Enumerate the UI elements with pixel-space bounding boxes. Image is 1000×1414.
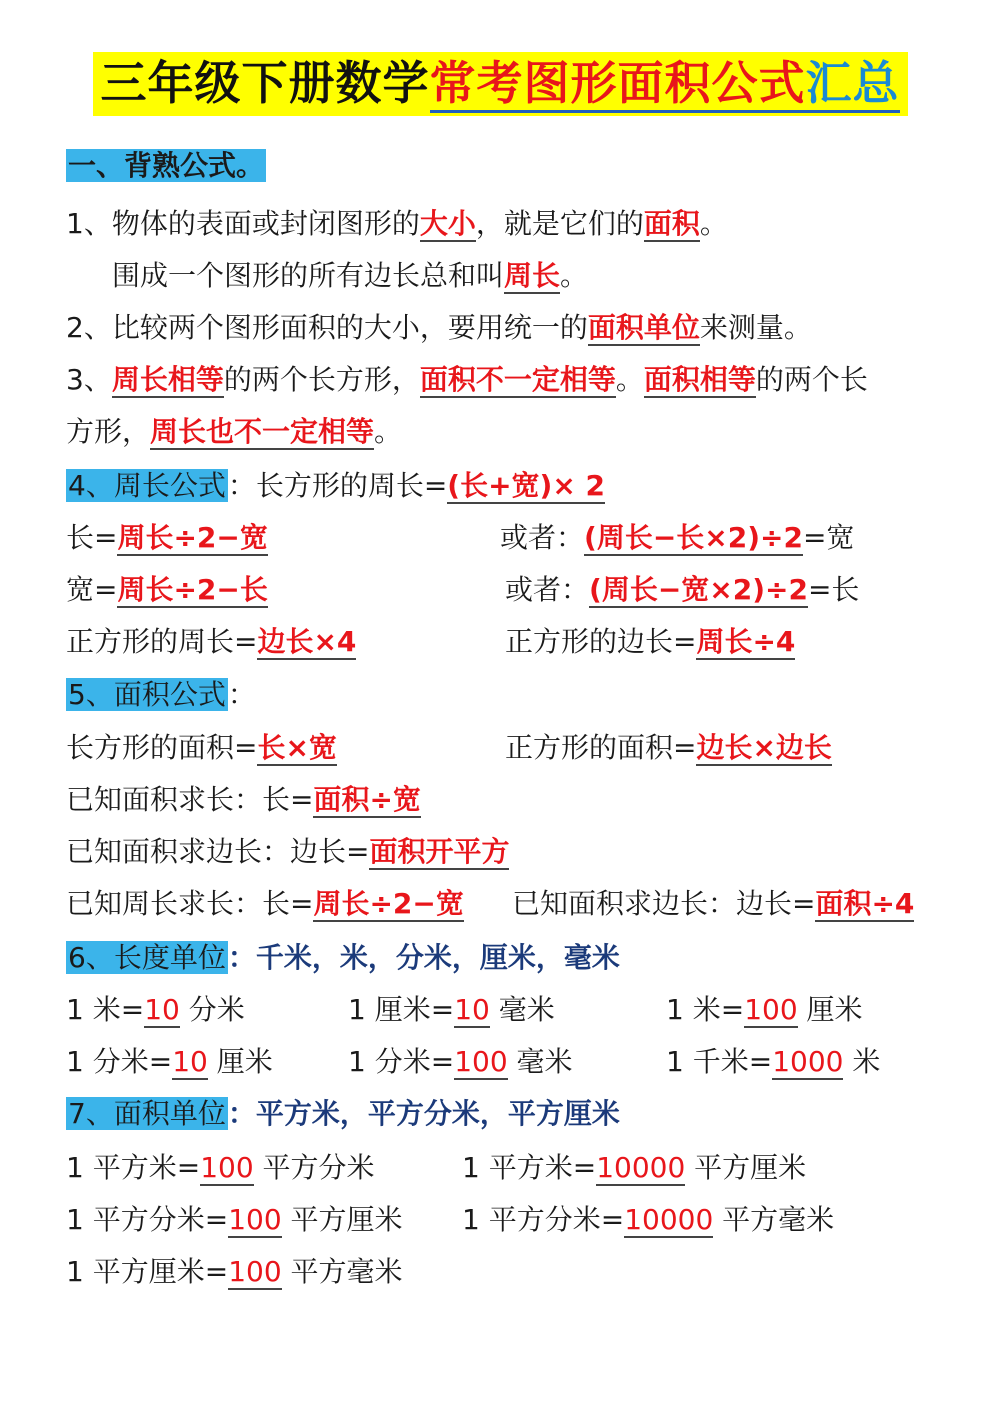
conv-value: 100 bbox=[200, 1151, 254, 1184]
conv-value: 1000 bbox=[772, 1045, 844, 1078]
text: 1 分米= bbox=[66, 1045, 173, 1078]
length-from-perimeter: 周长÷2−宽 bbox=[117, 521, 268, 554]
conv-sqcm-sqmm bbox=[66, 1252, 403, 1292]
text: 1、物体的表面或封闭图形的 bbox=[66, 207, 420, 240]
conv-sqm-sqcm bbox=[462, 1148, 806, 1188]
perimeter-formula-line bbox=[66, 466, 605, 506]
text: 正方形的边长= bbox=[505, 625, 697, 658]
text: =长 bbox=[807, 573, 860, 606]
area-units-line bbox=[66, 1094, 620, 1134]
text: 围成一个图形的所有边长总和叫 bbox=[112, 259, 505, 292]
text: 1 米= bbox=[666, 993, 745, 1026]
text: ： bbox=[227, 941, 256, 974]
length-from-area-formula: 面积÷宽 bbox=[313, 783, 421, 816]
length-formula-alt bbox=[500, 518, 854, 558]
width-formula-alt bbox=[505, 570, 859, 610]
length-from-perimeter-row bbox=[66, 884, 464, 924]
text: 平方厘米 bbox=[685, 1151, 807, 1184]
side-from-area-row bbox=[512, 884, 914, 924]
text: 分米 bbox=[179, 993, 245, 1026]
text: 平方分米 bbox=[253, 1151, 375, 1184]
square-perimeter-formula: 边长×4 bbox=[257, 625, 357, 658]
conv-sqdm-sqcm bbox=[66, 1200, 403, 1240]
text: 。 bbox=[374, 415, 403, 448]
answer-equal-area: 面积相等 bbox=[643, 363, 756, 396]
text: ： bbox=[227, 1097, 256, 1130]
item-3-line bbox=[66, 360, 868, 400]
length-units-heading: 6、长度单位 bbox=[68, 941, 226, 974]
length-units-list: 千米，米，分米，厘米，毫米 bbox=[255, 941, 620, 974]
rect-area-formula: 长×宽 bbox=[257, 731, 337, 764]
text: 3、 bbox=[66, 363, 112, 396]
answer-area-unit: 面积单位 bbox=[587, 311, 700, 344]
item-3-line-2 bbox=[66, 412, 402, 452]
conv-m-dm bbox=[66, 990, 245, 1030]
conv-sqm-sqdm bbox=[66, 1148, 375, 1188]
width-alt-formula: (周长−长×2)÷2 bbox=[584, 521, 803, 554]
text: 或者： bbox=[500, 521, 585, 554]
text: 毫米 bbox=[507, 1045, 573, 1078]
side-from-area-formula: 面积开平方 bbox=[369, 835, 510, 868]
text: 1 平方米= bbox=[462, 1151, 597, 1184]
text: 的两个长 bbox=[755, 363, 868, 396]
item-1-line-2 bbox=[112, 256, 588, 296]
text: 1 平方米= bbox=[66, 1151, 201, 1184]
perimeter-heading: 4、周长公式 bbox=[68, 469, 226, 502]
rect-area bbox=[66, 728, 337, 768]
text: 。 bbox=[560, 259, 589, 292]
text: 已知周长求长：长= bbox=[66, 887, 314, 920]
area-heading: 5、面积公式 bbox=[68, 678, 226, 711]
text: ，就是它们的 bbox=[475, 207, 644, 240]
conv-km-m bbox=[666, 1042, 880, 1082]
conv-dm-cm bbox=[66, 1042, 273, 1082]
text: 1 平方分米= bbox=[66, 1203, 229, 1236]
length-units-line bbox=[66, 938, 620, 978]
square-side bbox=[505, 622, 795, 662]
text: 长= bbox=[66, 521, 118, 554]
square-perimeter bbox=[66, 622, 356, 662]
text: 正方形的面积= bbox=[505, 731, 697, 764]
conv-dm-mm bbox=[348, 1042, 573, 1082]
text: 正方形的周长= bbox=[66, 625, 258, 658]
conv-value: 100 bbox=[228, 1255, 282, 1288]
conv-value: 10000 bbox=[624, 1203, 714, 1236]
answer-area: 面积 bbox=[643, 207, 700, 240]
text: 。 bbox=[615, 363, 644, 396]
conv-m-cm bbox=[666, 990, 863, 1030]
section-1-heading: 一、背熟公式。 bbox=[68, 149, 265, 182]
text: 已知面积求边长：边长= bbox=[66, 835, 370, 868]
conv-value: 100 bbox=[744, 993, 798, 1026]
page-title bbox=[93, 52, 908, 116]
text: 或者： bbox=[505, 573, 590, 606]
text: 已知面积求长：长= bbox=[66, 783, 314, 816]
section-heading-memorize bbox=[66, 146, 266, 186]
length-from-area bbox=[66, 780, 421, 820]
square-area-formula: 边长×边长 bbox=[696, 731, 832, 764]
area-units-heading: 7、面积单位 bbox=[68, 1097, 226, 1130]
area-formula-heading-line bbox=[66, 675, 256, 715]
text: 米 bbox=[843, 1045, 881, 1078]
conv-value: 10000 bbox=[596, 1151, 686, 1184]
conv-value: 100 bbox=[454, 1045, 508, 1078]
rect-perimeter-formula: (长+宽)× 2 bbox=[447, 469, 606, 502]
item-1-line bbox=[66, 204, 728, 244]
width-from-perimeter: 周长÷2−长 bbox=[117, 573, 268, 606]
length-formula bbox=[66, 518, 268, 558]
text: 宽= bbox=[66, 573, 118, 606]
text: 平方毫米 bbox=[281, 1255, 403, 1288]
conv-value: 10 bbox=[144, 993, 180, 1026]
text: 厘米 bbox=[797, 993, 863, 1026]
conv-sqdm-sqmm bbox=[462, 1200, 834, 1240]
text: 毫米 bbox=[489, 993, 555, 1026]
text: ：长方形的周长= bbox=[227, 469, 448, 502]
answer-area-not-equal: 面积不一定相等 bbox=[419, 363, 616, 396]
title-container bbox=[0, 52, 1000, 116]
text: 1 厘米= bbox=[348, 993, 455, 1026]
text: 1 平方厘米= bbox=[66, 1255, 229, 1288]
conv-value: 10 bbox=[172, 1045, 208, 1078]
text: =宽 bbox=[802, 521, 855, 554]
text: 1 米= bbox=[66, 993, 145, 1026]
square-side-formula: 周长÷4 bbox=[696, 625, 796, 658]
text: 已知面积求边长：边长= bbox=[512, 887, 816, 920]
side-from-area-div-formula: 面积÷4 bbox=[815, 887, 915, 920]
answer-perimeter: 周长 bbox=[504, 259, 561, 292]
conv-cm-mm bbox=[348, 990, 555, 1030]
width-formula bbox=[66, 570, 268, 610]
answer-perimeter-not-equal: 周长也不一定相等 bbox=[150, 415, 375, 448]
conv-value: 10 bbox=[454, 993, 490, 1026]
text: 来测量。 bbox=[699, 311, 812, 344]
text: 平方厘米 bbox=[281, 1203, 403, 1236]
text: 2、比较两个图形面积的大小，要用统一的 bbox=[66, 311, 588, 344]
text: ： bbox=[227, 678, 256, 711]
text: 长方形的面积= bbox=[66, 731, 258, 764]
title-part-summary: 汇总 bbox=[806, 56, 900, 113]
conv-value: 100 bbox=[228, 1203, 282, 1236]
text: 平方毫米 bbox=[713, 1203, 835, 1236]
answer-equal-perimeter: 周长相等 bbox=[111, 363, 224, 396]
text: 1 分米= bbox=[348, 1045, 455, 1078]
answer-size: 大小 bbox=[419, 207, 476, 240]
length-alt-formula: (周长−宽×2)÷2 bbox=[589, 573, 808, 606]
item-2-line bbox=[66, 308, 812, 348]
title-part-formulas: 常考图形面积公式 bbox=[430, 56, 806, 113]
text: 厘米 bbox=[207, 1045, 273, 1078]
title-part-grade: 三年级下册数学 bbox=[100, 56, 430, 110]
text: 方形， bbox=[66, 415, 151, 448]
side-from-area bbox=[66, 832, 509, 872]
text: 1 千米= bbox=[666, 1045, 773, 1078]
length-from-perimeter-formula: 周长÷2−宽 bbox=[313, 887, 464, 920]
square-area bbox=[505, 728, 832, 768]
text: 1 平方分米= bbox=[462, 1203, 625, 1236]
text: 。 bbox=[699, 207, 728, 240]
area-units-list: 平方米，平方分米，平方厘米 bbox=[255, 1097, 620, 1130]
text: 的两个长方形， bbox=[223, 363, 420, 396]
